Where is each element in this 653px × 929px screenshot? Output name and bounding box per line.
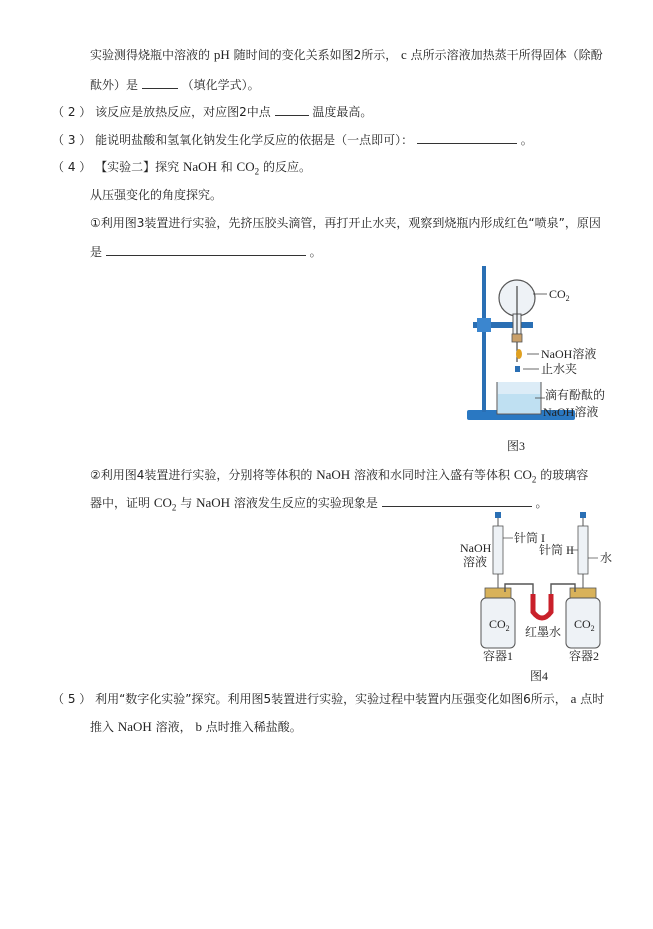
- stand-rod: [482, 266, 486, 412]
- question-5-text-b1: 推入: [90, 720, 115, 734]
- answer-blank-4[interactable]: [106, 243, 306, 256]
- fig3-naoh-label: NaOH溶液: [541, 347, 597, 361]
- p1-line1: [90, 47, 603, 63]
- u-tube-red-ink: [533, 594, 551, 618]
- co2-term: [236, 159, 260, 177]
- answer-blank-2[interactable]: [275, 103, 309, 116]
- part-2-end: 。: [535, 496, 548, 510]
- question-3-text: 能说明盐酸和氢氧化钠发生化学反应的依据是（一点即可）：: [95, 133, 414, 147]
- p1-text-d: 点所示溶液加热蒸干所得固体（除酚: [410, 48, 603, 62]
- syringe-1-barrel: [493, 526, 503, 574]
- question-4-part-1-line2: [90, 243, 322, 260]
- p1-text-a: 实验测得烧瓶中溶液的: [90, 48, 211, 62]
- point-c: c: [401, 47, 407, 62]
- stopper-2: [570, 588, 596, 598]
- fig4-naoh-label-2: 溶液: [463, 555, 488, 569]
- question-4-and: 和: [220, 160, 233, 174]
- question-5-naoh: NaOH: [117, 719, 152, 734]
- fig4-container-1-label: 容器1: [483, 649, 514, 663]
- figure-4: [455, 508, 630, 686]
- question-5-text-a2: 点时: [580, 692, 605, 706]
- question-2: [52, 103, 372, 120]
- question-4-number: （ 4 ）: [52, 160, 92, 174]
- beaker-liquid: [498, 394, 540, 413]
- fig4-naoh-label-1: NaOH: [460, 541, 492, 555]
- question-5-text-a: 利用“数字化实验”探究。利用图5装置进行实验，实验过程中装置内压强变化如图6所示，: [95, 692, 567, 706]
- part-2-text-b2: 与: [180, 496, 193, 510]
- naoh-term: NaOH: [182, 159, 217, 174]
- figure-3: [465, 262, 625, 457]
- part-2-co2-b-sub: 2: [171, 502, 177, 513]
- fig3-clamp-label: 止水夹: [541, 362, 578, 376]
- fig3-phenol-label-1: 滴有酚酞的: [545, 388, 606, 402]
- ph-term: pH: [213, 47, 230, 62]
- question-3-end: 。: [520, 133, 533, 147]
- fig4-co2-container-2: $CO_2$: [574, 617, 595, 633]
- fig4-water-label: 水: [600, 551, 613, 565]
- figure-4-caption: 图4: [530, 669, 549, 683]
- p1-text-b: 随时间的变化关系如图2所示，: [233, 48, 398, 62]
- part-2-co2-b: [153, 495, 177, 513]
- part-2-text-a1: ②利用图4装置进行实验，分别将等体积的: [90, 468, 313, 482]
- water-clamp: [515, 366, 520, 372]
- question-5-text-b2: 溶液，: [155, 720, 192, 734]
- p1-line2-text: 酞外）是: [90, 78, 139, 92]
- figure-3-caption: 图3: [507, 439, 526, 453]
- question-3: [52, 131, 533, 148]
- part-2-naoh: NaOH: [316, 467, 351, 482]
- answer-blank-3[interactable]: [417, 131, 517, 144]
- syringe-2-cap: [580, 512, 586, 518]
- question-2-number: （ 2 ）: [52, 105, 92, 119]
- part-2-co2-text: CO: [513, 467, 532, 482]
- syringe-1-cap: [495, 512, 501, 518]
- part-2-naoh-b: NaOH: [196, 495, 231, 510]
- answer-blank-5[interactable]: [382, 494, 532, 507]
- question-4-part-2: [90, 467, 588, 488]
- part-2-co2: [513, 467, 537, 485]
- question-4-subheading: 从压强变化的角度探究。: [90, 188, 223, 202]
- question-5-line2: [90, 719, 302, 735]
- syringe-2-barrel: [578, 526, 588, 574]
- clamp-knob: [477, 318, 491, 332]
- part-2-co2-b-text: CO: [153, 495, 172, 510]
- question-4-text-a: 【实验二】探究: [95, 160, 180, 174]
- question-2-text-a: 该反应是放热反应，对应图2中点: [95, 105, 271, 119]
- part-2-text-b3: 溶液发生反应的实验现象是: [233, 496, 378, 510]
- stopper: [512, 334, 522, 342]
- fig4-co2-container-1: $CO_2$: [489, 617, 510, 633]
- fig4-syringe-1-label: 针筒 I: [514, 531, 545, 545]
- question-4: [52, 159, 311, 180]
- fig3-phenol-label-2: NaOH溶液: [543, 405, 599, 419]
- part-2-text-a2: 溶液和水同时注入盛有等体积: [354, 468, 511, 482]
- question-4-text-b: 的反应。: [262, 160, 311, 174]
- fig4-red-ink-label: 红墨水: [525, 625, 562, 639]
- part-1-prefix: 是: [90, 245, 103, 259]
- stopper-1: [485, 588, 511, 598]
- fig4-container-2-label: 容器2: [569, 649, 600, 663]
- question-5-number: （ 5 ）: [52, 692, 92, 706]
- question-3-number: （ 3 ）: [52, 133, 92, 147]
- answer-blank-1[interactable]: [142, 76, 178, 89]
- question-4-part-1: ①利用图3装置进行实验，先挤压胶头滴管，再打开止水夹，观察到烧瓶内形成红色“喷泉”，原因: [90, 216, 601, 230]
- question-5: [52, 691, 604, 707]
- dropper-bulb: [516, 349, 522, 359]
- p1-line2-end: （填化学式）。: [181, 78, 260, 92]
- part-2-co2-sub: 2: [531, 474, 537, 485]
- part-2-text-b1: 器中，证明: [90, 496, 151, 510]
- part-2-text-a3: 的玻璃容: [540, 468, 589, 482]
- question-2-text-b: 温度最高。: [312, 105, 373, 119]
- p1-line2: [90, 76, 260, 93]
- question-5-text-b3: 点时推入稀盐酸。: [205, 720, 302, 734]
- fig3-co2-label: $CO_2$: [549, 287, 570, 303]
- co2-text: CO: [236, 159, 255, 174]
- fig4-syringe-2-label: 针筒 II: [539, 543, 574, 557]
- point-b: b: [195, 719, 202, 734]
- part-1-end: 。: [309, 245, 322, 259]
- point-a: a: [570, 691, 577, 706]
- co2-sub: 2: [254, 166, 260, 177]
